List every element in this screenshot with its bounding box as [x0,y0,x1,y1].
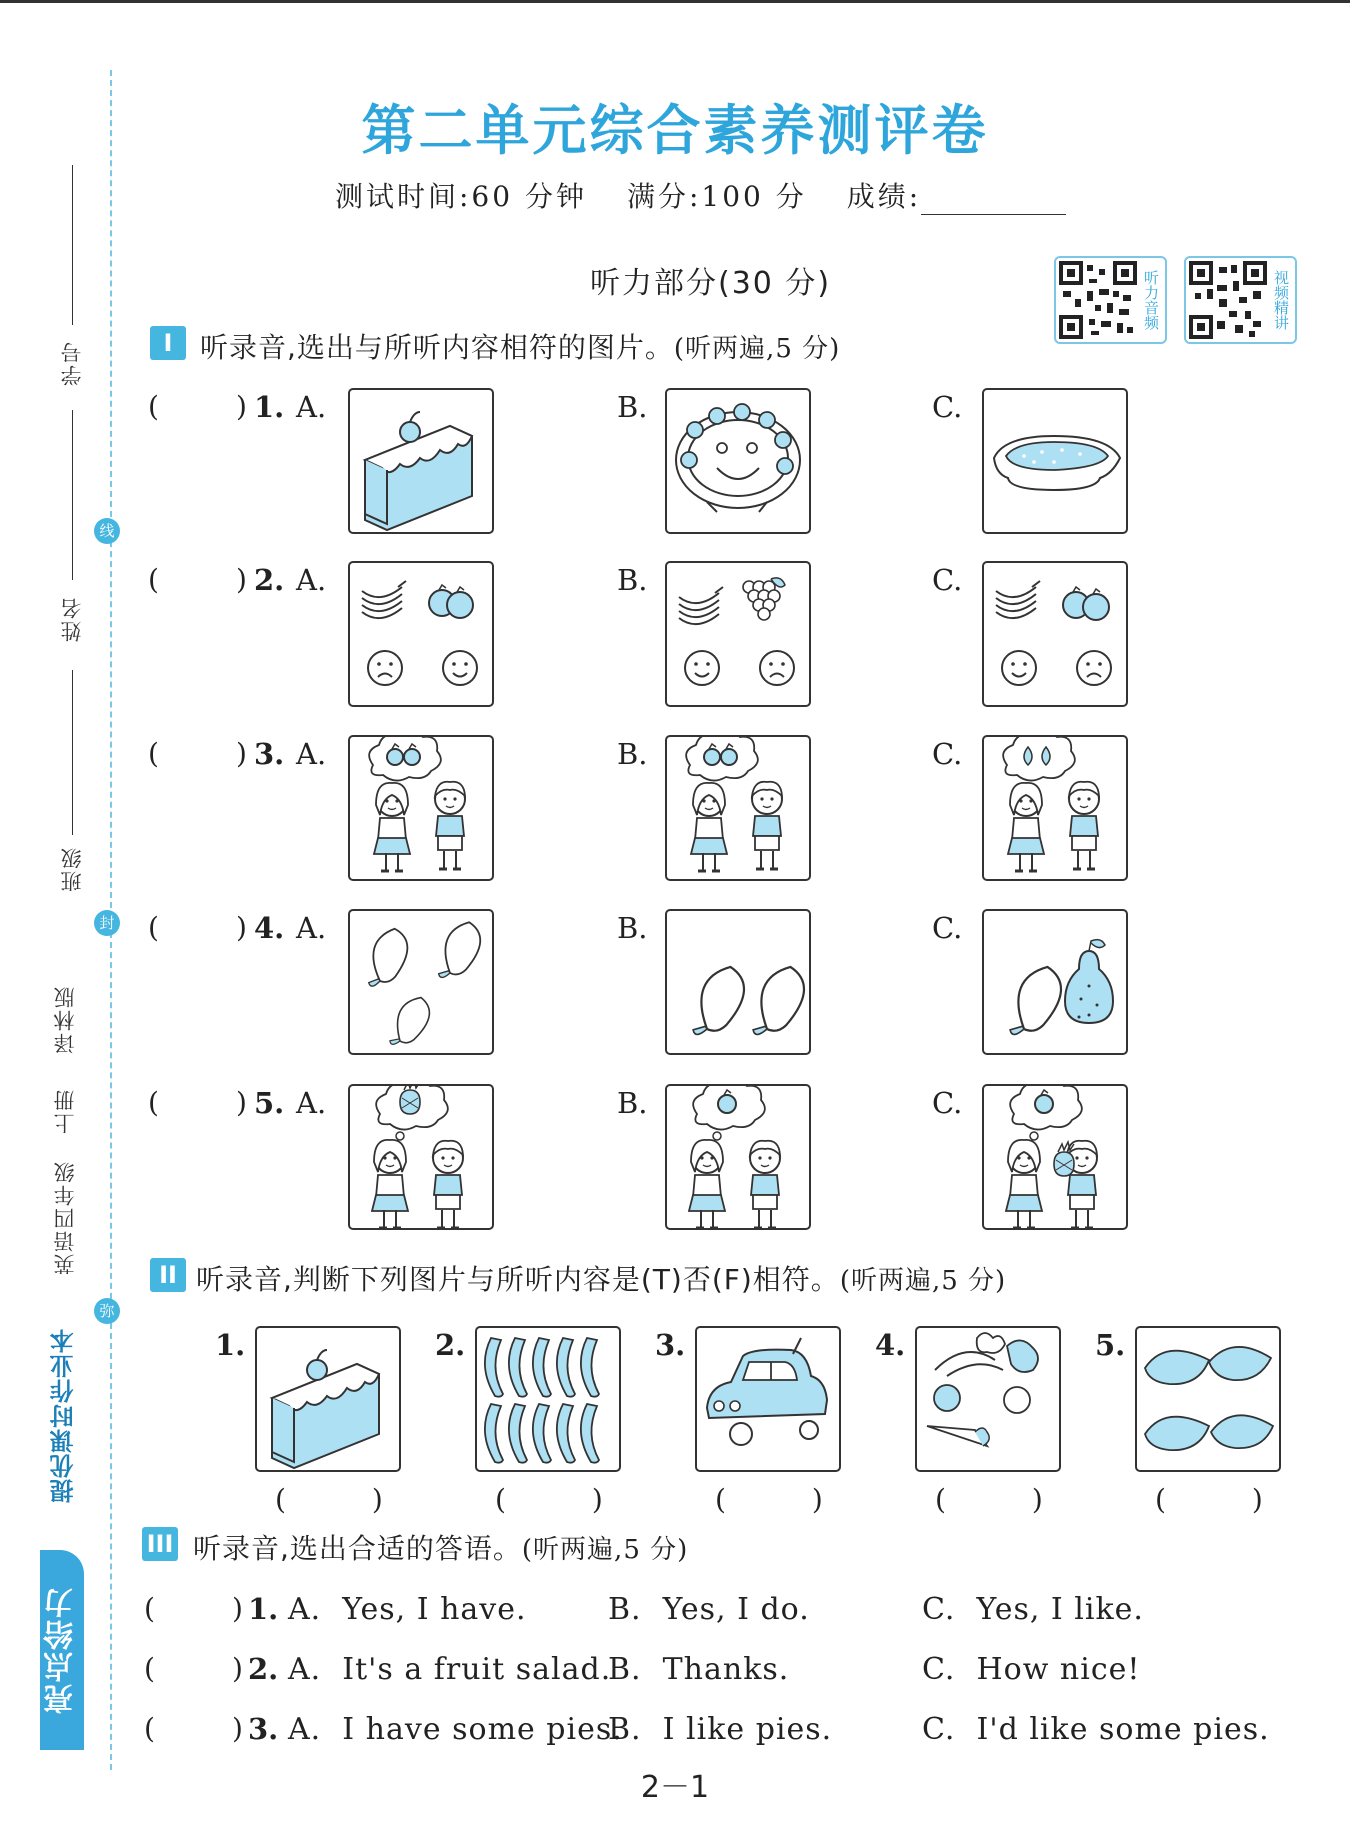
true-false-answer[interactable]: ( ) [935,1483,1053,1516]
answer-blank[interactable] [165,737,235,771]
margin-circle-line: 线 [94,518,120,544]
margin-circle-mi: 弥 [94,1298,120,1324]
answer-open-paren: ( [148,390,159,423]
item-1-picture [255,1326,401,1472]
qr-video[interactable] [1184,256,1297,344]
answer-open-paren: ( [148,1086,159,1119]
volume-label: 上册 [53,1088,77,1134]
class-line [72,670,73,835]
option-a: A. It's a fruit salad. [288,1652,612,1687]
answer-close-paren: ) [236,1086,247,1119]
option-b-picture[interactable] [665,909,811,1055]
question-number: 4. [254,911,285,945]
item-number: 4. [875,1328,906,1362]
qr-video-label: 视频精讲 [1272,270,1290,330]
subject-label: 英语四年级 [53,1160,77,1275]
option-a-label: A. [296,1086,327,1120]
option-c-picture[interactable] [982,735,1128,881]
option-c-picture[interactable] [982,1084,1128,1230]
answer-close-paren: ) [236,563,247,596]
item-number: 2. [435,1328,466,1362]
option-a: A. Yes, I have. [288,1592,527,1627]
page-number: 2－1 [640,1770,710,1805]
section-2-number: II [150,1258,186,1292]
qr-code-icon [1059,261,1137,339]
answer-close-paren: ) [236,911,247,944]
true-false-answer[interactable]: ( ) [495,1483,613,1516]
option-c-picture[interactable] [982,388,1128,534]
section-1-instruction [200,326,840,366]
answer-open-paren: ( [148,737,159,770]
section-3-instruction [193,1527,688,1567]
option-c-label: C. [932,1086,963,1120]
item-number: 5. [1095,1328,1126,1362]
option-b-picture[interactable] [665,561,811,707]
option-b-picture[interactable] [665,735,811,881]
answer-blank[interactable] [162,1592,232,1626]
option-c: C. I'd like some pies. [922,1712,1270,1747]
option-c-picture[interactable] [982,561,1128,707]
student-no-label: 学号 [60,340,84,386]
answer-blank[interactable] [165,563,235,597]
answer-close-paren: ) [232,1592,243,1625]
option-b-label: B. [617,390,648,424]
exam-meta [335,175,1066,215]
option-b: B. Yes, I do. [608,1592,810,1627]
option-a-label: A. [296,390,327,424]
name-label: 姓名 [60,596,84,642]
student-no-line [72,165,73,325]
item-5-picture [1135,1326,1281,1472]
answer-blank[interactable] [162,1652,232,1686]
answer-close-paren: ) [232,1652,243,1685]
score-label: 成绩: [846,180,922,213]
option-c: C. Yes, I like. [922,1592,1144,1627]
qr-code-icon [1189,261,1267,339]
item-2-picture [475,1326,621,1472]
qr-audio-label: 听力音频 [1142,270,1160,330]
option-c: C. How nice! [922,1652,1141,1687]
section-3-text: 听录音,选出合适的答语。 [193,1532,522,1565]
answer-open-paren: ( [148,563,159,596]
part-title: 听力部分(30 分) [590,266,832,301]
qr-audio[interactable] [1054,256,1167,344]
option-a-picture[interactable] [348,388,494,534]
question-number: 2. [254,563,285,597]
option-c-label: C. [932,737,963,771]
option-a-label: A. [296,563,327,597]
option-a-label: A. [296,911,327,945]
brand-logo: 亮点给力 [40,1550,84,1750]
option-b: B. Thanks. [608,1652,790,1687]
option-a-label: A. [296,737,327,771]
question-number: 1. [248,1592,279,1626]
edition-label: 译林版 [53,985,77,1054]
true-false-answer[interactable]: ( ) [275,1483,393,1516]
answer-close-paren: ) [232,1712,243,1745]
answer-open-paren: ( [148,911,159,944]
true-false-answer[interactable]: ( ) [715,1483,833,1516]
option-c-label: C. [932,563,963,597]
option-b: B. I like pies. [608,1712,833,1747]
page-title: 第二单元综合素养测评卷 [361,99,989,162]
question-number: 2. [248,1652,279,1686]
answer-blank[interactable] [165,1086,235,1120]
name-line [72,410,73,580]
item-number: 1. [215,1328,246,1362]
item-number: 3. [655,1328,686,1362]
true-false-answer[interactable]: ( ) [1155,1483,1273,1516]
option-a-picture[interactable] [348,735,494,881]
answer-blank[interactable] [165,911,235,945]
answer-open-paren: ( [144,1712,155,1745]
section-3-number: III [142,1527,178,1561]
option-b-label: B. [617,563,648,597]
option-a: A. I have some pies. [288,1712,623,1747]
time-label: 测试时间:60 分钟 [335,180,587,213]
option-c-picture[interactable] [982,909,1128,1055]
option-b-label: B. [617,1086,648,1120]
option-a-picture[interactable] [348,909,494,1055]
section-1-number: I [150,326,186,360]
option-b-picture[interactable] [665,1084,811,1230]
section-2-text: 听录音,判断下列图片与所听内容是(T)否(F)相符。 [196,1263,840,1296]
item-3-picture [695,1326,841,1472]
section-2-instruction [196,1258,1006,1298]
option-a-picture[interactable] [348,561,494,707]
top-border [0,0,1350,3]
answer-close-paren: ) [236,737,247,770]
answer-open-paren: ( [144,1592,155,1625]
section-2-note: (听两遍,5 分) [839,1266,1007,1296]
question-number: 5. [254,1086,285,1120]
answer-close-paren: ) [236,390,247,423]
option-b-label: B. [617,737,648,771]
option-c-label: C. [932,911,963,945]
answer-blank[interactable] [162,1712,232,1746]
score-field[interactable] [921,184,1066,215]
question-number: 3. [248,1712,279,1746]
option-b-picture[interactable] [665,388,811,534]
option-c-label: C. [932,390,963,424]
option-a-picture[interactable] [348,1084,494,1230]
question-number: 1. [254,390,285,424]
section-1-text: 听录音,选出与所听内容相符的图片。 [200,331,674,364]
class-label: 班级 [60,846,84,892]
margin-circle-seal: 封 [94,910,120,936]
answer-blank[interactable] [165,390,235,424]
full-score-label: 满分:100 分 [626,180,807,213]
section-3-note: (听两遍,5 分) [521,1535,689,1565]
option-b-label: B. [617,911,648,945]
answer-open-paren: ( [144,1652,155,1685]
section-1-note: (听两遍,5 分) [673,334,841,364]
book-title: 提优课时作业本 [50,1328,78,1503]
item-4-picture [915,1326,1061,1472]
question-number: 3. [254,737,285,771]
